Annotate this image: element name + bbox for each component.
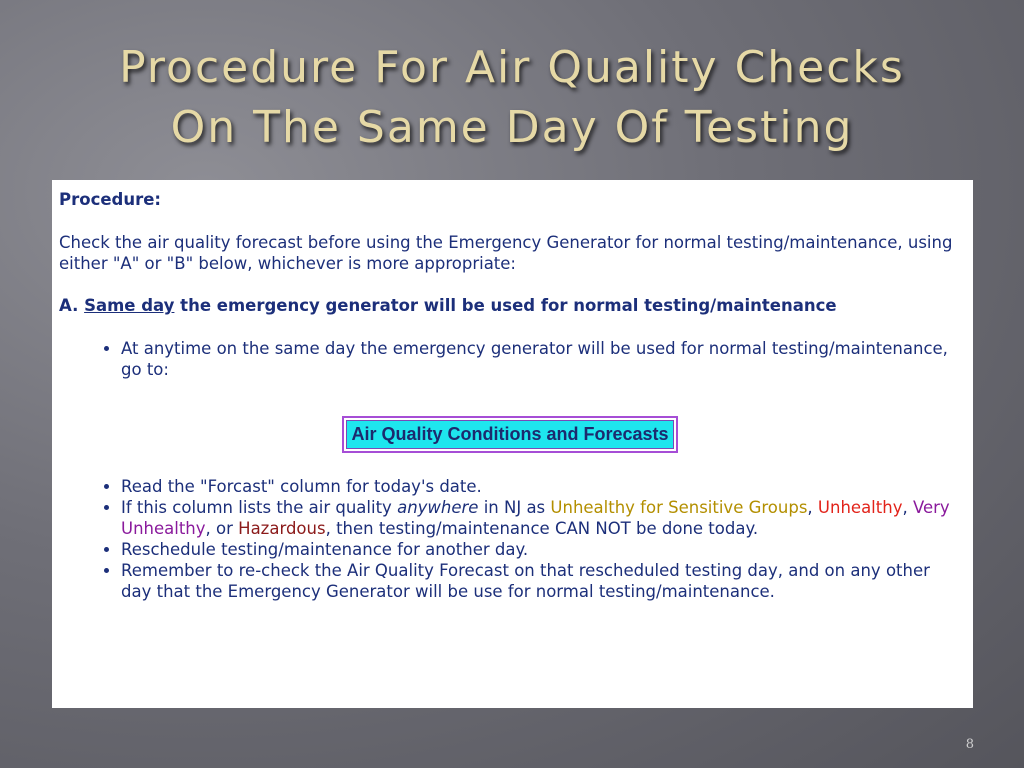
level-very-unhealthy: Very Unhealthy bbox=[121, 498, 950, 538]
air-quality-forecast-link[interactable]: Air Quality Conditions and Forecasts bbox=[346, 420, 673, 449]
if-text-3: , then testing/maintenance CAN NOT be done today. bbox=[325, 519, 759, 538]
level-sensitive-groups: Unhealthy for Sensitive Groups bbox=[550, 498, 808, 517]
page-number: 8 bbox=[965, 737, 974, 752]
list-item-goto: • At anytime on the same day the emergency generator will be used for normal testing/maintenance, go to: bbox=[121, 338, 961, 380]
if-text-1: If this column lists the air quality bbox=[121, 498, 398, 517]
slide-title-line-1: Procedure For Air Quality Checks bbox=[119, 42, 905, 93]
separator-2: , bbox=[902, 498, 913, 517]
link-box bbox=[342, 416, 677, 453]
procedure-heading: Procedure: bbox=[59, 190, 162, 209]
list-item-read-forecast: • Read the "Forcast" column for today's date. bbox=[121, 476, 961, 497]
list-item-reschedule: • Reschedule testing/maintenance for another day. bbox=[121, 539, 961, 560]
if-text-2: in NJ as bbox=[478, 498, 551, 517]
list-item-remember: • Remember to re-check the Air Quality Forecast on that rescheduled testing day, and on any other day that the Emergency Generator will be use for normal testing/maintenance. bbox=[121, 560, 961, 602]
slide-title bbox=[0, 38, 1024, 158]
separator-3: , or bbox=[205, 519, 239, 538]
goto-list bbox=[59, 338, 961, 380]
level-unhealthy: Unhealthy bbox=[817, 498, 903, 517]
separator-1: , bbox=[807, 498, 818, 517]
list-item-air-quality-levels bbox=[121, 497, 961, 539]
instruction-list bbox=[59, 476, 961, 602]
same-day-underlined: Same day bbox=[84, 296, 175, 315]
intro-paragraph: Check the air quality forecast before using the Emergency Generator for normal testing/maintenance, using either "A" or "B" below, whichever is more appropriate: bbox=[59, 233, 953, 273]
anywhere-emphasis: anywhere bbox=[397, 498, 479, 517]
section-a-rest: the emergency generator will be used for normal testing/maintenance bbox=[174, 296, 837, 315]
slide-title-line-2: On The Same Day Of Testing bbox=[170, 102, 854, 153]
link-container bbox=[59, 416, 961, 452]
section-a-heading bbox=[59, 296, 961, 316]
document-screenshot bbox=[52, 180, 973, 708]
level-hazardous: Hazardous bbox=[238, 519, 326, 538]
section-a-prefix: A. bbox=[59, 296, 85, 315]
